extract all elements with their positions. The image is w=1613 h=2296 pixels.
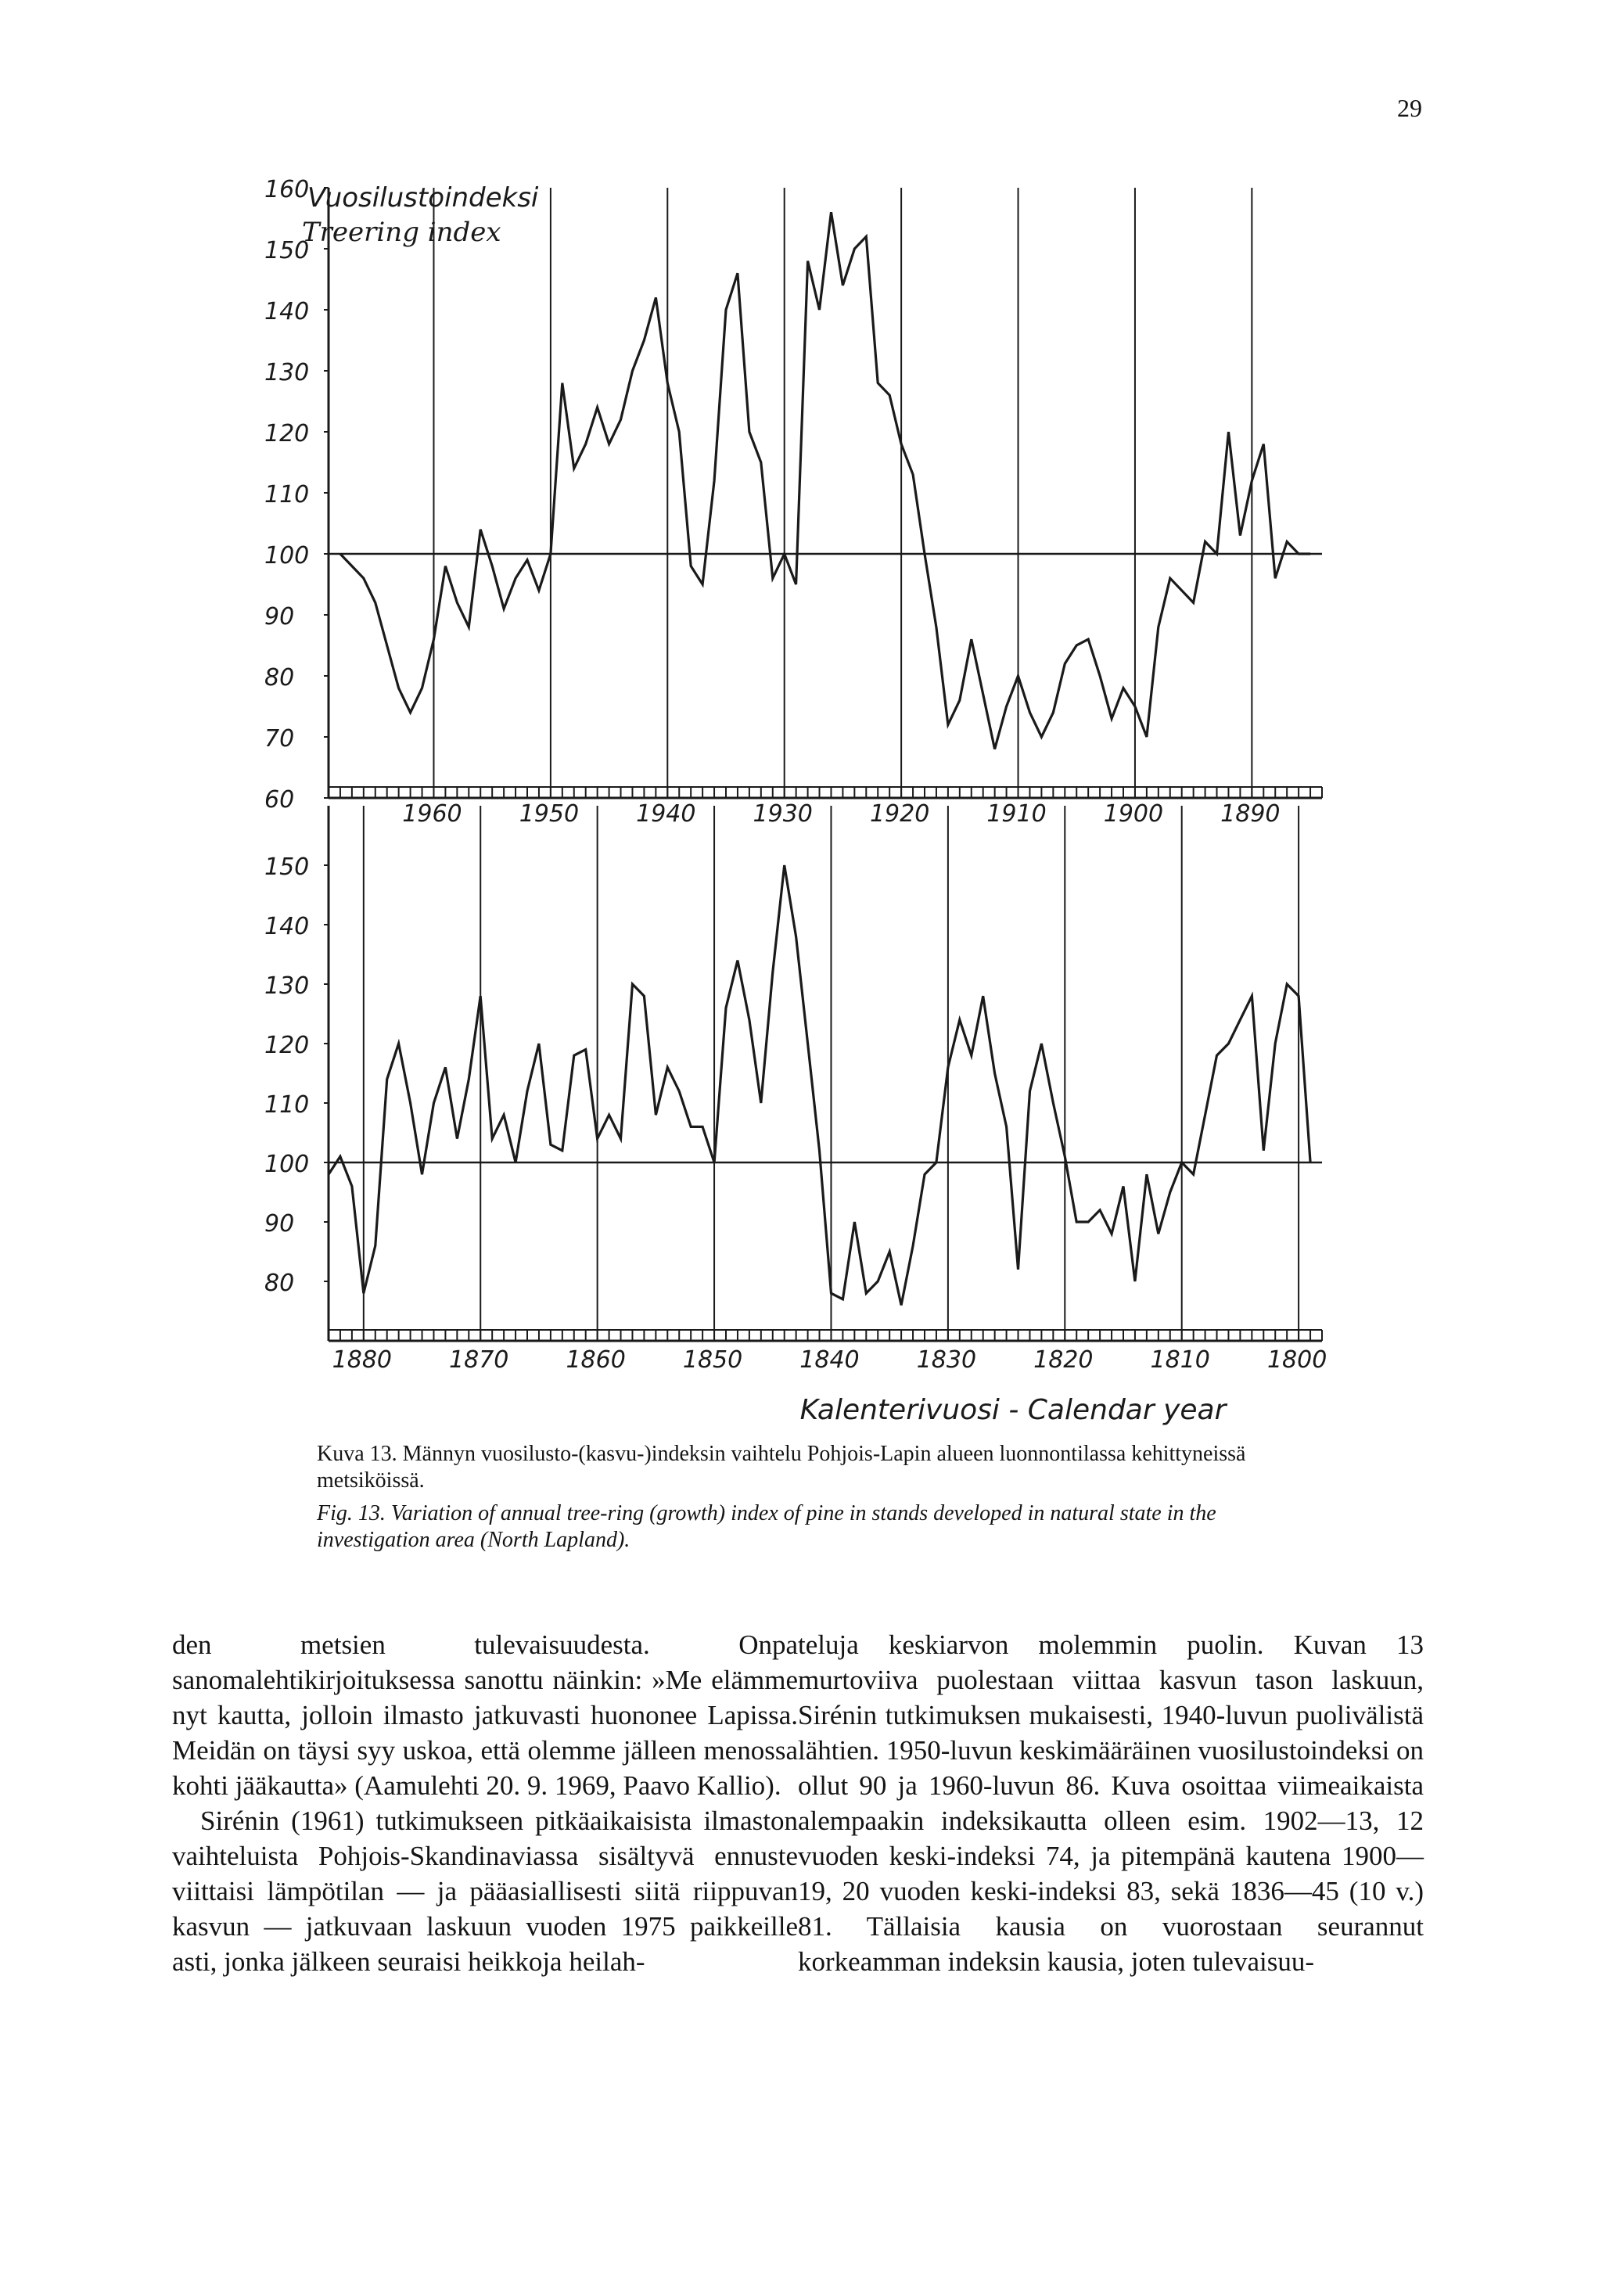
y-tick-label: 160 — [264, 176, 310, 203]
x-tick-label: 1820 — [1033, 1346, 1094, 1374]
x-axis-title: Kalenterivuosi - Calendar year — [799, 1394, 1227, 1426]
y-tick-label: 100 — [264, 1151, 310, 1178]
y-tick-label: 110 — [264, 1091, 310, 1119]
page-number: 29 — [1397, 94, 1422, 122]
y-tick-label: 150 — [264, 853, 310, 881]
x-tick-label: 1910 — [986, 800, 1047, 828]
figure-caption-english: Fig. 13. Variation of annual tree-ring (growth) index of pine in stands developed in natural state in the investigation area (North Lapland). — [317, 1501, 1216, 1552]
y-tick-label: 110 — [264, 481, 310, 508]
y-axis-title-line2: Treering index — [302, 217, 501, 248]
x-tick-label: 1890 — [1220, 800, 1281, 828]
chart-panel-upper — [264, 176, 1322, 828]
paragraph: den metsien tulevaisuudesta. Onpa sanomalehtikirjoituksessa sanottu näinkin: »Me elämme nyt kautta, jolloin ilmasto jatkuvasti huononee Lapissa. Meidän on täysi syy uskoa, että olemme jälleen menossa kohti jääkautta» (Aamulehti 20. 9. 1969, Paavo Kallio). — [172, 1629, 798, 1801]
x-tick-label: 1860 — [566, 1346, 626, 1374]
y-tick-label: 130 — [264, 972, 310, 1000]
x-tick-label: 1880 — [332, 1346, 393, 1374]
chart-panel-lower — [264, 806, 1327, 1374]
y-tick-label: 70 — [264, 725, 295, 753]
y-tick-label: 90 — [264, 603, 295, 631]
y-tick-label: 120 — [264, 420, 310, 447]
x-tick-label: 1900 — [1103, 800, 1164, 828]
x-tick-label: 1810 — [1150, 1346, 1210, 1374]
x-tick-label: 1870 — [449, 1346, 509, 1374]
index-series-line — [329, 865, 1310, 1305]
x-tick-label: 1940 — [636, 800, 696, 828]
y-tick-label: 60 — [264, 786, 295, 814]
x-tick-label: 1960 — [402, 800, 462, 828]
paragraph: teluja keskiarvon molemmin puolin. Kuvan 13 murtoviiva puolestaan viittaa kasvun tason laskuun, Sirénin tutkimuksen mukaisesti, 1940-luvun puolivälistä lähtien. 1950-luvun keskimääräinen vuosilustoindeksi on ollut 90 ja 1960-luvun 86. Kuva osoittaa viimeaikaista alempaakin indeksikautta olleen esim. 1902—13, 12 vuoden keski-indeksi 74, ja pitempänä kautena 1900—19, 20 vuoden keski-indeksi 83, sekä 1836—45 (10 v.) 81. Tällaisia kausia on vuorostaan seurannut korkeamman indeksin kausia, joten tulevaisuu- — [798, 1629, 1424, 1977]
y-tick-label: 140 — [264, 298, 310, 325]
x-tick-label: 1840 — [799, 1346, 860, 1374]
paragraph: Sirénin (1961) tutkimukseen pitkäaikaisista ilmaston vaihteluista Pohjois-Skandinaviassa sisältyvä ennuste viittaisi lämpötilan — ja pääasiallisesti siitä riippuvan kasvun — jatkuvaan laskuun vuoden 1975 paikkeille asti, jonka jälkeen seuraisi heikkoja heilah- — [172, 1806, 798, 1977]
y-tick-label: 130 — [264, 359, 310, 386]
y-tick-label: 150 — [264, 237, 310, 264]
index-series-line — [340, 212, 1310, 749]
y-tick-label: 120 — [264, 1032, 310, 1059]
y-tick-label: 80 — [264, 1270, 295, 1297]
body-text-left-column — [172, 1627, 798, 1979]
y-tick-label: 90 — [264, 1210, 295, 1238]
x-tick-label: 1800 — [1266, 1346, 1327, 1374]
figure-caption-finnish: Kuva 13. Männyn vuosilusto-(kasvu-)indeksin vaihtelu Pohjois-Lapin alueen luonnontilassa kehittyneissä metsiköissä. — [317, 1442, 1246, 1493]
y-tick-label: 140 — [264, 913, 310, 940]
x-tick-label: 1830 — [916, 1346, 977, 1374]
x-tick-label: 1950 — [519, 800, 580, 828]
y-tick-label: 100 — [264, 542, 310, 570]
x-tick-label: 1930 — [753, 800, 813, 828]
x-tick-label: 1850 — [682, 1346, 743, 1374]
body-text-right-column — [798, 1627, 1424, 1979]
x-tick-label: 1920 — [869, 800, 930, 828]
y-axis-title-line1: Vuosilustoindeksi — [307, 182, 539, 214]
y-tick-label: 80 — [264, 664, 295, 692]
